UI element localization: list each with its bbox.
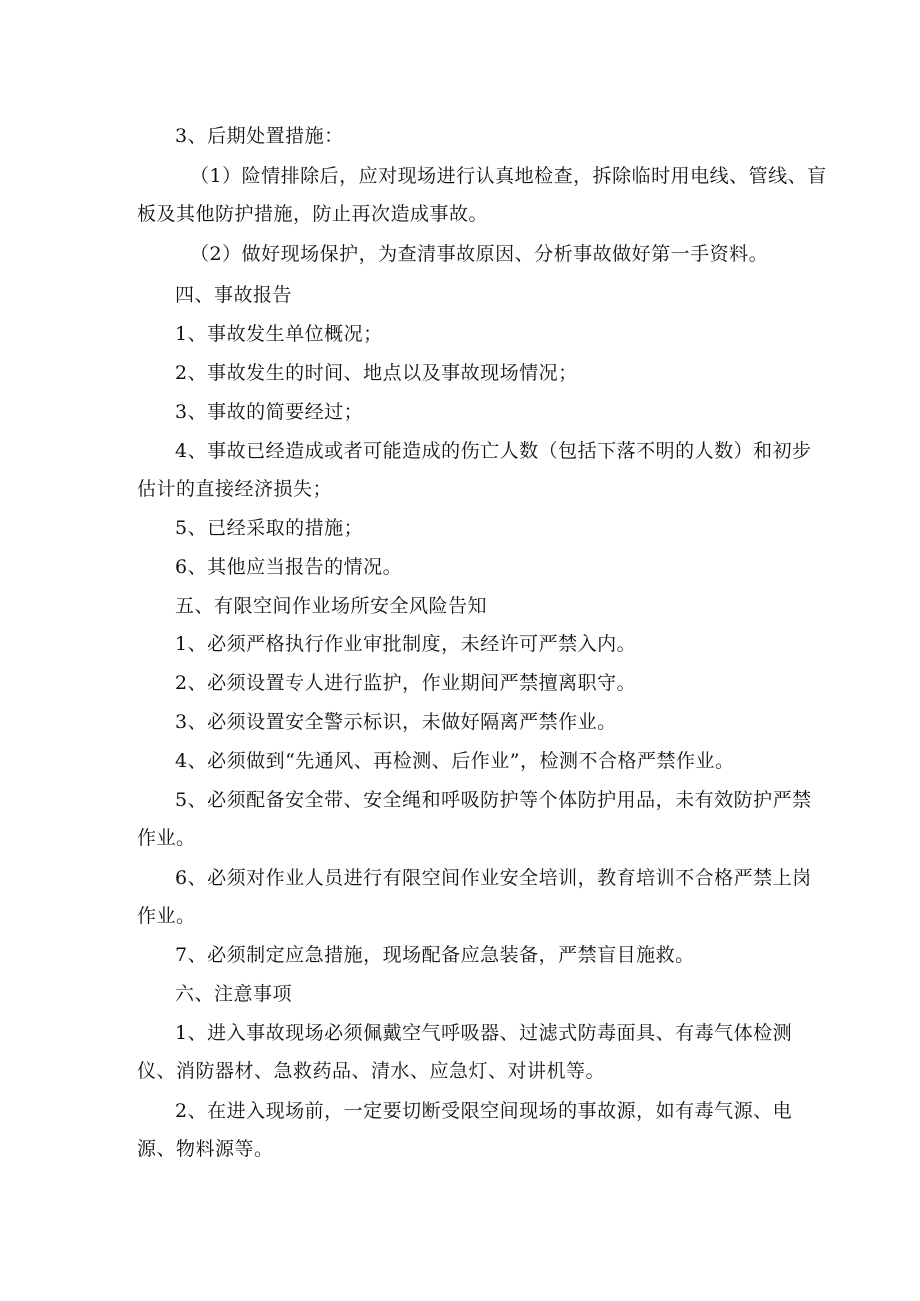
- text-line: 5、已经采取的措施；: [175, 517, 364, 539]
- text-line: 2、在进入现场前，一定要切断受限空间现场的事故源，如有毒气源、电: [175, 1100, 793, 1122]
- text-line: 1、事故发生单位概况；: [175, 323, 383, 345]
- text-line: 2、事故发生的时间、地点以及事故现场情况；: [175, 362, 578, 384]
- text-line: 3、后期处置措施：: [175, 125, 344, 147]
- text-line: （1）险情排除后，应对现场进行认真地检查，拆除临时用电线、管线、盲: [190, 165, 827, 187]
- section-heading: 五、有限空间作业场所安全风险告知: [175, 595, 488, 617]
- text-line: 1、进入事故现场必须佩戴空气呼吸器、过滤式防毒面具、有毒气体检测: [175, 1022, 793, 1044]
- text-line: 作业。: [137, 827, 196, 849]
- text-line: 3、必须设置安全警示标识，未做好隔离严禁作业。: [175, 711, 617, 733]
- text-line: 仪、消防器材、急救药品、清水、应急灯、对讲机等。: [137, 1060, 606, 1082]
- section-heading: 四、事故报告: [175, 284, 293, 306]
- text-line: 6、必须对作业人员进行有限空间作业安全培训，教育培训不合格严禁上岗: [175, 867, 812, 889]
- text-line: 4、必须做到“先通风、再检测、后作业”，检测不合格严禁作业。: [175, 750, 735, 772]
- text-line: 4、事故已经造成或者可能造成的伤亡人数（包括下落不明的人数）和初步: [175, 440, 812, 462]
- text-line: 5、必须配备安全带、安全绳和呼吸防护等个体防护用品，未有效防护严禁: [175, 789, 812, 811]
- text-line: （2）做好现场保护，为查清事故原因、分析事故做好第一手资料。: [190, 243, 769, 265]
- text-line: 3、事故的简要经过；: [175, 401, 364, 423]
- text-line: 6、其他应当报告的情况。: [175, 556, 403, 578]
- text-line: 板及其他防护措施，防止再次造成事故。: [137, 203, 489, 225]
- text-line: 1、必须严格执行作业审批制度，未经许可严禁入内。: [175, 633, 637, 655]
- text-line: 作业。: [137, 905, 196, 927]
- text-line: 7、必须制定应急措施，现场配备应急装备，严禁盲目施救。: [175, 944, 695, 966]
- text-line: 估计的直接经济损失；: [137, 478, 333, 500]
- text-line: 源、物料源等。: [137, 1138, 274, 1160]
- text-line: 2、必须设置专人进行监护，作业期间严禁擅离职守。: [175, 672, 637, 694]
- section-heading: 六、注意事项: [175, 983, 293, 1005]
